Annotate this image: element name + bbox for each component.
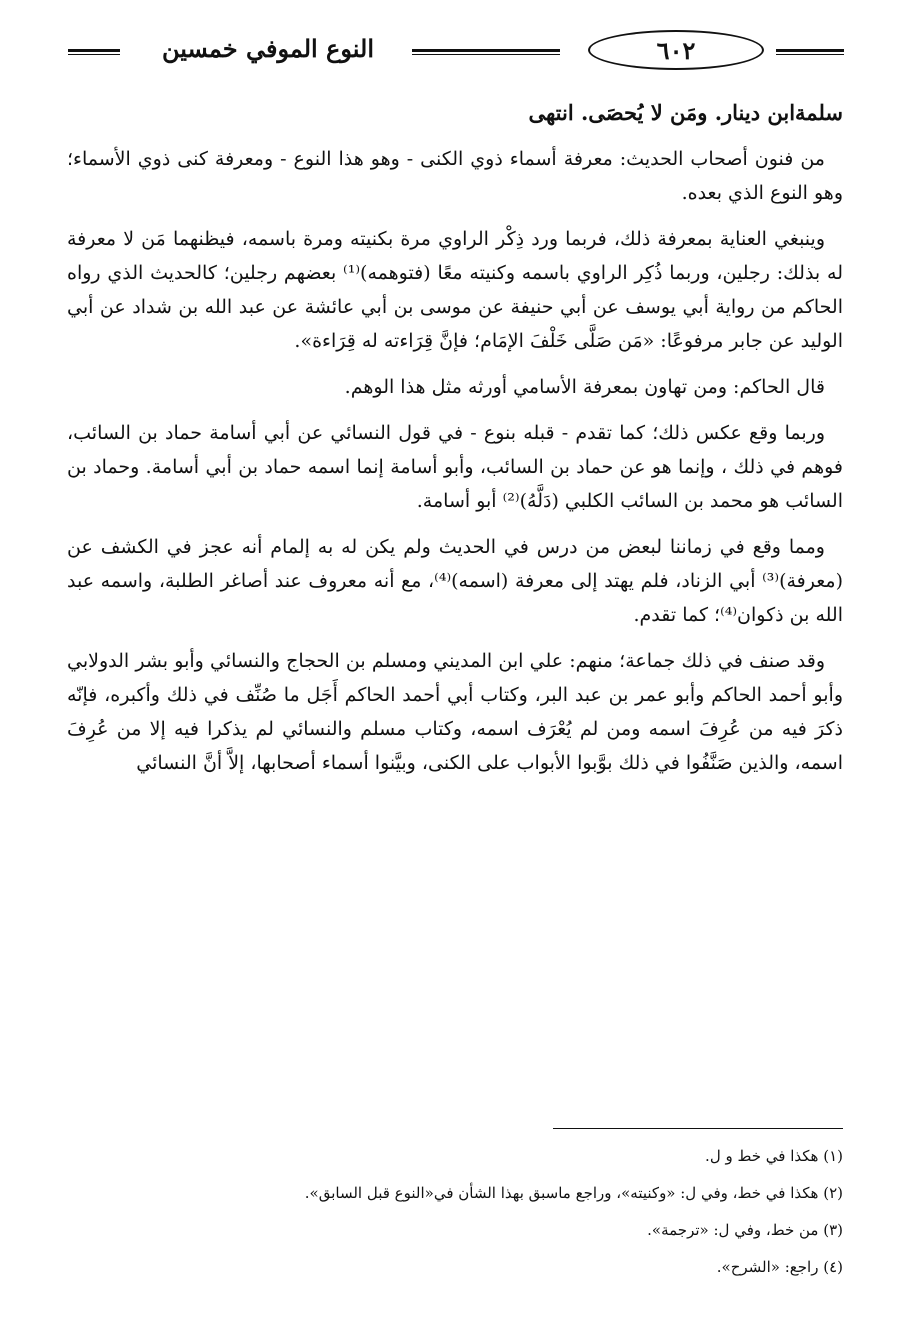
header-rule-left bbox=[68, 49, 120, 55]
paragraph-4: قال الحاكم: ومن تهاون بمعرفة الأسامي أورثه مثل هذا الوهم. bbox=[344, 376, 825, 398]
main-text bbox=[67, 96, 843, 792]
footnotes bbox=[67, 1146, 843, 1294]
footnote-4: (٤) راجع: «الشرح». bbox=[716, 1258, 843, 1276]
running-title: النوع الموفي خمسين bbox=[161, 34, 374, 63]
paragraph-2: من فنون أصحاب الحديث: معرفة أسماء ذوي الكنى - وهو هذا النوع - ومعرفة كنى ذوي الأسماء؛ وهو النوع الذي بعده. bbox=[67, 148, 843, 204]
paragraph-6: ومما وقع في زماننا لبعض من درس في الحديث ولم يكن له به إلمام أنه عجز في الكشف عن (معرفة)⁽³⁾ أبي الزناد، فلم يهتد إلى معرفة (اسمه)⁽⁴⁾، مع أنه معروف عند أصاغر الطلبة، واسمه عبد الله بن ذكوان⁽⁴⁾؛ كما تقدم. bbox=[67, 536, 843, 626]
paragraph-7: وقد صنف في ذلك جماعة؛ منهم: علي ابن المديني ومسلم بن الحجاج والنسائي وأبو بشر الدولابي وأبو أحمد الحاكم وأبو عمر بن عبد البر، وكتاب أبي أحمد الحاكم أَجَل ما صُنِّف في ذلك وأكبره، فإنّه ذكرَ فيه من عُرِفَ اسمه ومن لم يُعْرَف اسمه، وكتاب مسلم والنسائي لم يذكرا فيه إلا من عُرِفَ اسمه، والذين صَنَّفُوا في ذلك بوَّبوا الأبواب على الكنى، وبيَّنوا أسماء أصحابها، إلاَّ أنَّ النسائي bbox=[67, 650, 843, 774]
footnote-2: (٢) هكذا في خط، وفي ل: «وكنيته»، وراجع ماسبق بهذا الشأن في«النوع قبل السابق». bbox=[304, 1184, 843, 1202]
paragraph-3: وينبغي العناية بمعرفة ذلك، فربما ورد ذِكْر الراوي مرة بكنيته ومرة باسمه، فيظنهما مَن لا معرفة له بذلك: رجلين، وربما ذُكِر الراوي باسمه وكنيته معًا (فتوهمه)⁽¹⁾ بعضهم رجلين؛ كالحديث الذي رواه الحاكم من رواية أبي يوسف عن أبي حنيفة عن موسى بن أبي عائشة عن عبد الله بن شداد عن أبي الوليد عن جابر مرفوعًا: «مَن صَلَّى خَلْفَ الإمَام؛ فإنَّ قِرَاءته له قِرَاءة». bbox=[67, 228, 843, 352]
footnote-1: (١) هكذا في خط و ل. bbox=[705, 1147, 843, 1165]
page-header bbox=[68, 26, 844, 76]
header-rule-middle bbox=[412, 49, 560, 55]
page-number: ٦٠٢ bbox=[588, 30, 764, 70]
footnote-divider bbox=[553, 1128, 843, 1129]
paragraph-5: وربما وقع عكس ذلك؛ كما تقدم - قبله بنوع - في قول النسائي عن أبي أسامة حماد بن السائب، فوهم في ذلك ، وإنما هو عن حماد بن السائب، وأبو أسامة إنما اسمه حماد بن أبي أسامة. وحماد بن السائب هو محمد بن السائب الكلبي (دَلَّهُ)⁽²⁾ أبو أسامة. bbox=[67, 422, 843, 512]
header-rule-right bbox=[776, 49, 844, 55]
footnote-3: (٣) من خط، وفي ل: «ترجمة». bbox=[647, 1221, 843, 1239]
paragraph-1: سلمةابن دينار. ومَن لا يُحصَى. انتهى bbox=[528, 100, 843, 125]
